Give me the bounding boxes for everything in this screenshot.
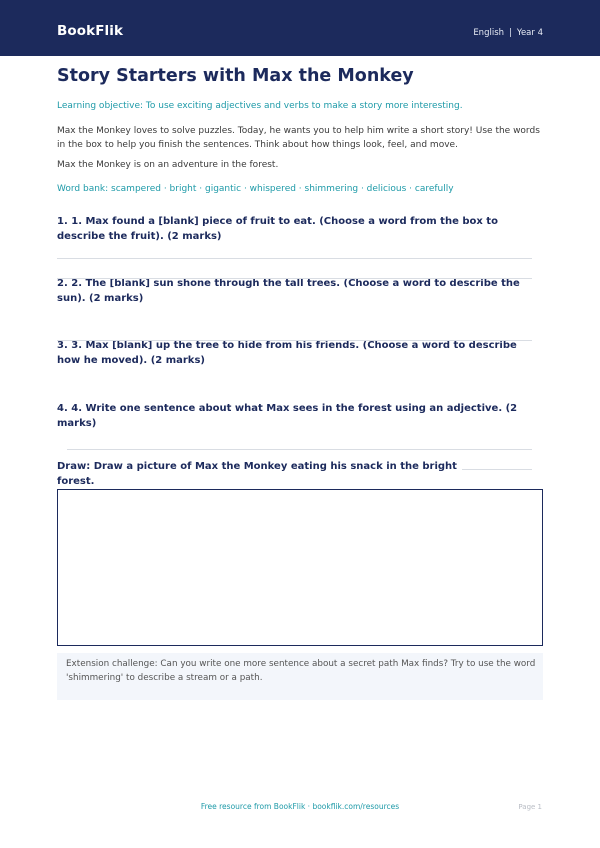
draw-prompt: Draw: Draw a picture of Max the Monkey eating his snack in the bright forest. bbox=[57, 461, 457, 487]
question-2: 2. 2. The [blank] sun shone through the tall trees. (Choose a word to describe the sun). (2 marks) bbox=[57, 278, 520, 304]
answer-line-4[interactable] bbox=[67, 449, 532, 450]
word-bank: Word bank: scampered · bright · gigantic · whispered · shimmering · delicious · carefully bbox=[57, 184, 454, 194]
answer-line-3[interactable] bbox=[57, 340, 532, 341]
header-bar bbox=[0, 0, 600, 56]
question-3: 3. 3. Max [blank] up the tree to hide from his friends. (Choose a word to describe how he moved). (2 marks) bbox=[57, 340, 517, 366]
page-title: Story Starters with Max the Monkey bbox=[57, 66, 414, 86]
extension-text: Extension challenge: Can you write one more sentence about a secret path Max finds? Try to use the word 'shimmering' to describe a stream or a path. bbox=[66, 659, 536, 683]
separator: | bbox=[509, 28, 512, 38]
question-1: 1. 1. Max found a [blank] piece of fruit to eat. (Choose a word from the box to describe the fruit). (2 marks) bbox=[57, 216, 498, 242]
question-4: 4. 4. Write one sentence about what Max sees in the forest using an adjective. (2 marks) bbox=[57, 403, 518, 429]
learning-objective: Learning objective: To use exciting adjectives and verbs to make a story more interesting. bbox=[57, 101, 463, 111]
subject-year-label bbox=[473, 28, 543, 38]
extension-challenge-box bbox=[57, 653, 543, 700]
footer-text[interactable]: Free resource from BookFlik · bookflik.com/resources bbox=[200, 802, 400, 811]
page-number: Page 1 bbox=[518, 803, 542, 811]
answer-line-1[interactable] bbox=[57, 258, 532, 259]
draw-line bbox=[462, 469, 532, 470]
intro-paragraph: Max the Monkey loves to solve puzzles. Today, he wants you to help him write a short story! Use the words in the box to help you finish the sentences. Think about how things look, feel, and move. bbox=[57, 126, 540, 150]
drawing-area[interactable] bbox=[57, 489, 543, 646]
subject-label: English bbox=[473, 28, 505, 38]
scene-sentence: Max the Monkey is on an adventure in the forest. bbox=[57, 160, 279, 170]
year-label: Year 4 bbox=[516, 28, 543, 38]
brand-logo[interactable]: BookFlik bbox=[57, 23, 124, 39]
answer-line-2[interactable] bbox=[57, 278, 532, 279]
